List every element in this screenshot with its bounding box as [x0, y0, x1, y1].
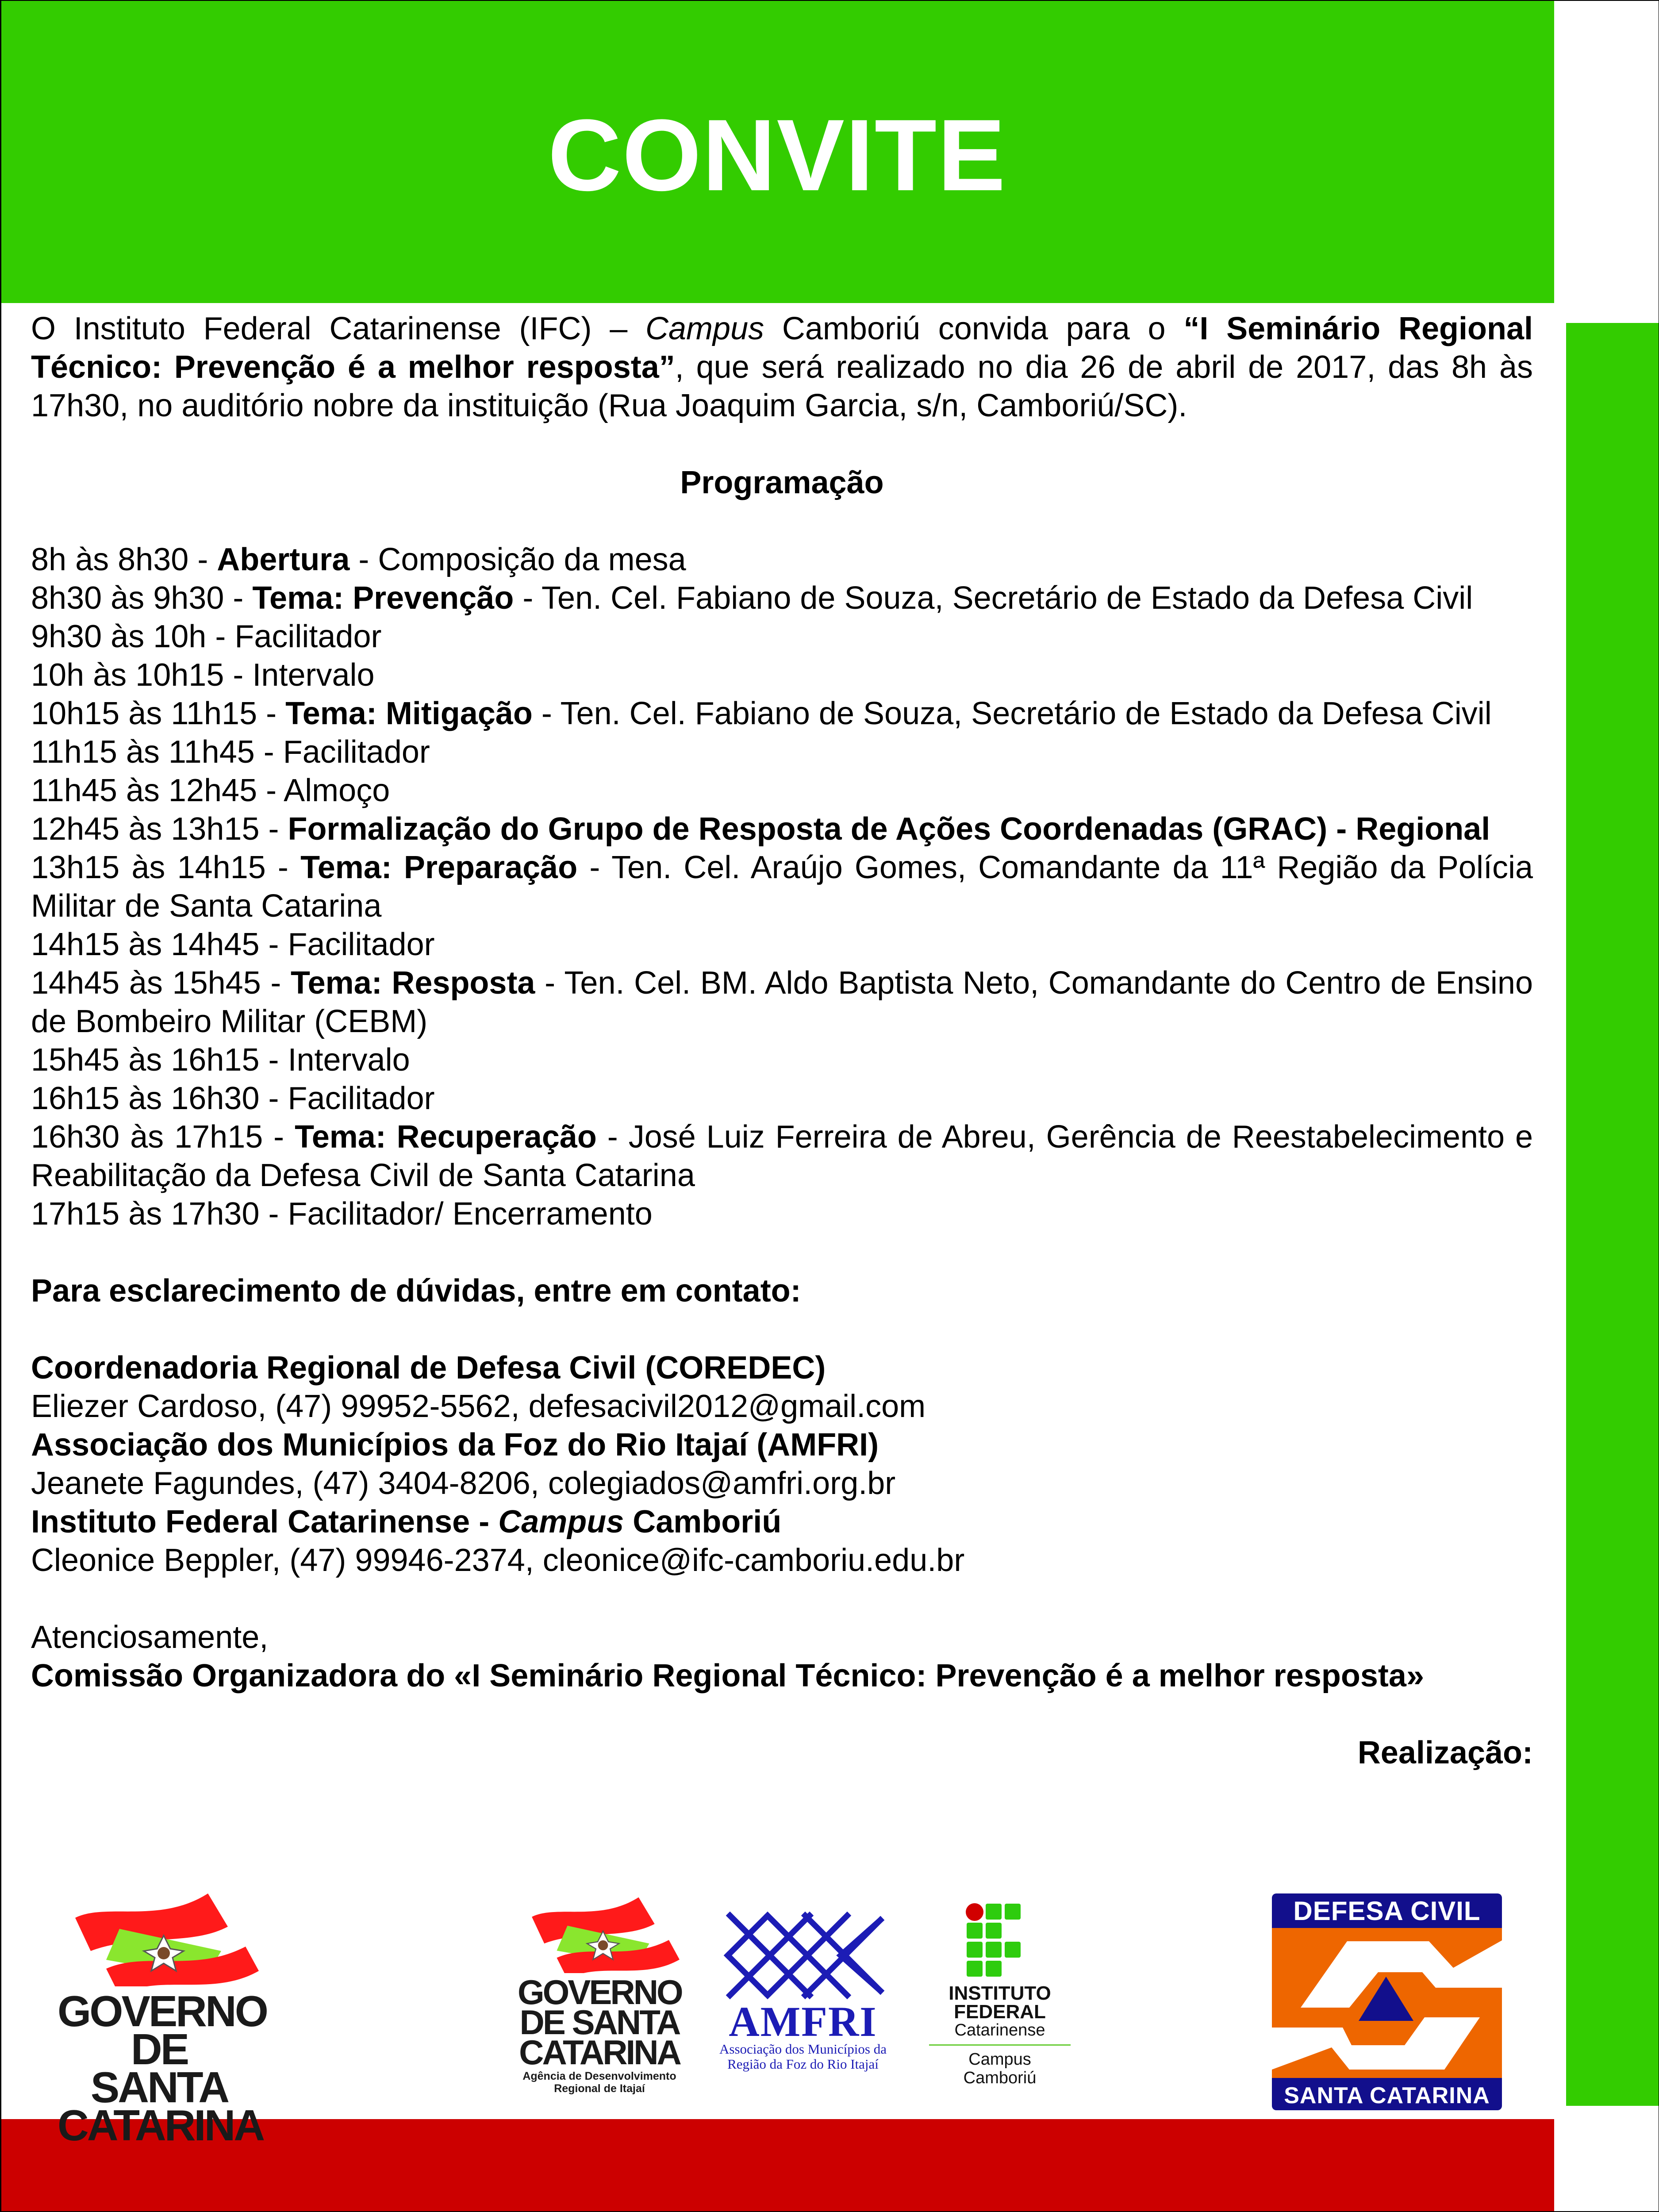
realizacao-label: Realização: — [1357, 1735, 1533, 1770]
program-time: 11h15 às 11h45 - — [31, 734, 283, 770]
program-item — [31, 1041, 1533, 1079]
program-description: Facilitador — [288, 1081, 435, 1116]
intro-text: Camboriú convida para o — [764, 311, 1184, 346]
program-time: 10h15 às 11h15 - — [31, 696, 286, 731]
program-topic: Tema: Resposta — [291, 965, 535, 1001]
program-topic: Tema: Recuperação — [295, 1119, 597, 1155]
program-description: - Ten. Cel. Fabiano de Souza, Secretário de Estado da Defesa Civil — [532, 696, 1492, 731]
program-item — [31, 695, 1533, 733]
salutation: Atenciosamente, — [31, 1620, 269, 1655]
program-description: - José Luiz Ferreira de Abreu, Gerência de Reestabelecimento e Reabilitação da Defesa Civil de Santa Catarina — [31, 1119, 1533, 1193]
program-topic: Tema: Preparação — [300, 850, 578, 885]
logo-governo-sc — [58, 1885, 267, 2150]
program-description: - Ten. Cel. Fabiano de Souza, Secretário de Estado da Defesa Civil — [514, 580, 1473, 616]
civil-defense-triangle-icon — [1272, 1928, 1502, 2076]
org-name-text: Instituto Federal Catarinense - — [31, 1504, 499, 1540]
amfri-wordmark: AMFRI — [729, 1998, 877, 2045]
contact-details: Eliezer Cardoso, (47) 99952-5562, defesacivil2012@gmail.com — [31, 1389, 926, 1424]
program-description: - Composição da mesa — [349, 542, 686, 577]
program-time: 9h30 às 10h - — [31, 619, 235, 654]
program-item — [31, 849, 1533, 926]
program-description: - Ten. Cel. Araújo Gomes, Comandante da 11ª Região da Polícia Militar de Santa Catarina — [31, 850, 1533, 924]
program-item — [31, 1118, 1533, 1195]
program-description: Facilitador — [283, 734, 430, 770]
program-time: 15h45 às 16h15 - — [31, 1042, 288, 1078]
program-item — [31, 618, 1533, 656]
program-topic: Tema: Mitigação — [285, 696, 533, 731]
program-description: Facilitador/ Encerramento — [288, 1196, 653, 1232]
program-time: 14h15 às 14h45 - — [31, 927, 288, 962]
program-heading: Programação — [680, 465, 884, 500]
program-topic: Formalização do Grupo de Resposta de Ações Coordenadas (GRAC) - Regional — [288, 811, 1490, 847]
program-description: Intervalo — [252, 657, 375, 693]
org-name-campus: Campus — [498, 1504, 624, 1540]
defesa-civil-title: DEFESA CIVIL — [1293, 1896, 1481, 1926]
org-name-text: Camboriú — [624, 1504, 782, 1540]
invitation-body — [31, 310, 1533, 1772]
program-time: 11h45 às 12h45 - — [31, 773, 284, 808]
page-title: CONVITE — [548, 98, 1006, 212]
adr-subtitle: Agência de Desenvolvimento Regional de Itajaí — [522, 2070, 676, 2095]
ifc-campus-name: Campus Camboriú — [963, 2050, 1037, 2087]
program-time: 10h às 10h15 - — [31, 657, 253, 693]
event-name: “I Seminário Regional Técnico: Prevenção é a melhor resposta” — [31, 311, 1533, 385]
program-topic: Tema: Prevenção — [252, 580, 514, 616]
ifc-catarinense: Catarinense — [954, 2021, 1045, 2039]
header-banner — [0, 0, 1554, 303]
gov-sc-wordmark: GOVERNO DE SANTA CATARINA — [58, 1987, 267, 2150]
program-item — [31, 926, 1533, 964]
program-description: Intervalo — [288, 1042, 410, 1078]
defesa-civil-state: SANTA CATARINA — [1284, 2083, 1490, 2108]
contact-org-name: Associação dos Municípios da Foz do Rio Itajaí (AMFRI) — [31, 1427, 879, 1463]
program-item — [31, 733, 1533, 772]
program-item — [31, 579, 1533, 618]
if-squares-icon — [929, 1902, 1071, 1982]
ifc-wordmark: INSTITUTO FEDERAL — [949, 1982, 1051, 2023]
sc-flag-ribbon-icon — [58, 1885, 261, 1986]
program-time: 8h30 às 9h30 - — [31, 580, 253, 616]
sc-flag-ribbon-icon — [518, 1889, 681, 1973]
contact-heading: Para esclarecimento de dúvidas, entre em contato: — [31, 1273, 801, 1309]
program-description: - Ten. Cel. BM. Aldo Baptista Neto, Comandante do Centro de Ensino de Bombeiro Militar (CEBM) — [31, 965, 1533, 1039]
intro-text: , que será realizado no dia 26 de abril de 2017, das 8h às 17h30, no auditório nobre da instituição (Rua Joaquim Garcia, s/n, Camboriú/SC). — [31, 349, 1533, 423]
logo-ifc-camboriu — [929, 1902, 1071, 2101]
program-item — [31, 964, 1533, 1041]
program-time: 8h às 8h30 - — [31, 542, 217, 577]
program-time: 16h15 às 16h30 - — [31, 1081, 288, 1116]
logo-defesa-civil-sc — [1272, 1893, 1502, 2110]
program-item — [31, 656, 1533, 695]
gov-sc-wordmark: GOVERNO DE SANTA CATARINA — [518, 1973, 682, 2072]
contact-details: Cleonice Beppler, (47) 99946-2374, cleonice@ifc-camboriu.edu.br — [31, 1543, 965, 1578]
program-list — [31, 541, 1533, 1233]
intro-text: O Instituto Federal Catarinense (IFC) – — [31, 311, 646, 346]
program-description: Almoço — [284, 773, 390, 808]
program-item — [31, 1195, 1533, 1233]
program-topic: Abertura — [217, 542, 350, 577]
logo-amfri — [699, 1911, 907, 2088]
program-item — [31, 772, 1533, 810]
program-time: 16h30 às 17h15 - — [31, 1119, 295, 1155]
program-time: 14h45 às 15h45 - — [31, 965, 291, 1001]
program-time: 12h45 às 13h15 - — [31, 811, 288, 847]
program-description: Facilitador — [234, 619, 382, 654]
program-time: 13h15 às 14h15 - — [31, 850, 301, 885]
contact-org-name — [31, 1503, 1533, 1541]
contact-details: Jeanete Fagundes, (47) 3404-8206, colegiados@amfri.org.br — [31, 1466, 896, 1501]
program-item — [31, 810, 1533, 849]
defesa-civil-emblem — [1272, 1928, 1502, 2078]
intro-paragraph — [31, 310, 1533, 425]
program-item — [31, 1079, 1533, 1118]
program-description: Facilitador — [288, 927, 435, 962]
amfri-lattice-icon — [699, 1911, 907, 2000]
program-item — [31, 541, 1533, 579]
program-time: 17h15 às 17h30 - — [31, 1196, 288, 1232]
side-green-stripe — [1566, 323, 1659, 2106]
logo-governo-sc-adr-itajai — [518, 1889, 681, 2101]
contact-org-name: Coordenadoria Regional de Defesa Civil (COREDEC) — [31, 1350, 826, 1386]
intro-campus: Campus — [645, 311, 764, 346]
signature: Comissão Organizadora do «I Seminário Regional Técnico: Prevenção é a melhor resposta» — [31, 1658, 1424, 1694]
ifc-divider — [929, 2044, 1071, 2046]
amfri-subtitle: Associação dos Municípios da Região da Foz do Rio Itajaí — [719, 2041, 887, 2072]
